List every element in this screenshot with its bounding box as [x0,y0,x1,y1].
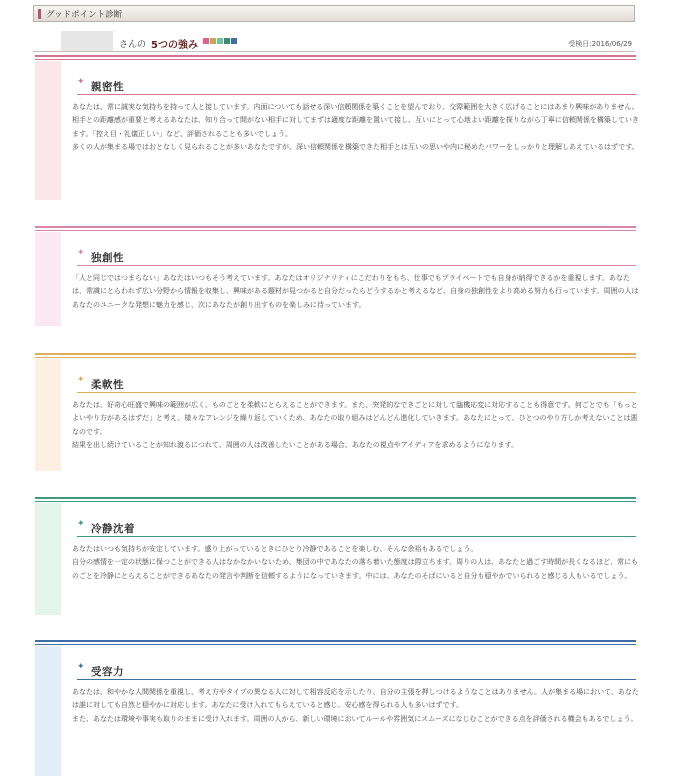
paragraph: あなたは、常に誠実な気持ちを持って人と接しています。内面についても話せる深い信頼関係を築くことを望んでおり、交際範囲を大きく広げることにはあまり興味がありません。 [72,103,639,111]
paragraph: あなたはいつも気持ちが安定しています。盛り上がっているときにひとり冷静であることを楽しむ、そんな余裕もあるでしょう。 [72,545,478,553]
section-title: 親密性 [91,81,124,93]
section-top-thin-line [35,501,636,502]
square-4 [224,38,230,44]
section-side-strip [35,503,61,615]
section-side-strip [35,359,61,471]
sparkle-icon: ✦ [77,375,85,385]
section-top-thin-line [35,59,636,60]
section-body [72,101,642,154]
section-intimacy [35,55,639,200]
section-top-thin-line [35,357,636,358]
paragraph: また、あなたは環境や事実も取りのままに受け入れます。周囲の人から、新しい環境においてルールや雰囲気にスムーズになじむことができる点を評価される機会もあるでしょう。 [72,714,638,723]
sparkle-icon: ✦ [77,519,85,529]
section-heading [77,519,636,535]
section-body [72,543,642,583]
report-header [33,31,635,51]
section-side-strip [35,232,61,326]
paragraph: 結果を出し続けていることが知れ渡るにつれて、周囲の人は改善したいことがある場合、あなたの視点やアイディアを求めるようになります。 [72,440,518,449]
section-top-line [35,55,636,57]
sparkle-icon: ✦ [77,248,85,258]
paragraph: 「人と同じではつまらない」あなたはいつもそう考えています。あなたはオリジナリティにこだわりをもち、仕事でもプライベートでも自身が納得できるかを重視します。あなたは、常識にとらわれず広い分野から情報を収集し、興味がある題材が見つかると自分だったらどうするかと考えるなど、自身の独創性をより高める努力も行っています。周囲の人はあなたのユニークな発想に魅力を感じ、次にあなたが創り出すものを楽しみに待っています。 [72,274,639,309]
section-heading [77,248,636,264]
paragraph: 多くの人が集まる場ではおとなしく見られることが多いあなたですが、深い信頼関係を構築できた相手とは互いの思いや内に秘めたパワーをしっかりと理解しあえているはずです。 [72,142,639,151]
section-top-line [35,226,636,228]
square-3 [217,38,223,44]
title-marker [38,9,41,19]
section-top-line [35,353,636,355]
section-side-strip [35,646,61,776]
section-flexibility [35,353,636,471]
heading-underline [77,265,636,266]
color-squares [203,38,237,44]
header-divider [33,51,635,52]
name-suffix: さんの [119,40,147,50]
top-title-bar [33,5,635,22]
page-title: 5つの強み [151,40,198,51]
heading-underline [77,392,636,393]
paragraph: あなたは、好奇心旺盛で興味の範囲が広く、ものごとを柔軟にとらえることができます。また、突発的なできごとに対して臨機応変に対応することも得意です。何ごとでも「もっとよいやり方があるはずだ」と考え、様々なアレンジを繰り返していくため、あなたの取り組みはどんどん進化していきます。あなたにとって、ひとつのやり方しか考えないことは悪なのです。 [72,401,638,436]
section-heading [77,375,636,391]
section-top-thin-line [35,230,636,231]
exam-date: 受検日:2016/06/29 [568,40,632,48]
section-title: 受容力 [91,666,124,678]
heading-underline [77,536,636,537]
section-body [72,272,642,312]
section-top-thin-line [35,644,636,645]
section-originality [35,226,639,326]
paragraph: あなたは、和やかな人間関係を重視し、考え方やタイプの異なる人に対して相容反応を示したり、自分の主張を押しつけるようなことはありません。人が集まる場において、あなたは誰に対しても自然と穏やかに対応します。あなたに受け入れてもらえていると感じ、安心感を得られる人も多いはずです。 [72,688,639,710]
section-top-line [35,640,636,642]
section-body [72,399,642,452]
section-side-strip [35,61,61,200]
section-receptiveness [35,640,639,776]
heading-underline [77,94,636,95]
sparkle-icon: ✦ [77,77,85,87]
section-title: 独創性 [91,252,124,264]
heading-underline [77,679,636,680]
paragraph: 自分の感情を一定の状態に保つことができる人はなかなかいないため、集団の中であなたの落ち着いた態度は際立ちます。周りの人は、あなたと過ごす時間が長くなるほど、常にものごとを冷静にとらえることができるあなたの発言や判断を信頼するようになっていきます。中には、あなたのそばにいると自分も穏やかでいられると感じる人もいるでしょう。 [72,558,639,580]
section-top-line [35,497,636,499]
section-composure [35,497,639,615]
section-heading [77,77,636,93]
square-2 [210,38,216,44]
section-body [72,686,642,726]
section-title: 冷静沈着 [91,523,135,535]
top-title: グッドポイント診断 [46,9,123,20]
square-5 [231,38,237,44]
section-title: 柔軟性 [91,379,124,391]
square-1 [203,38,209,44]
sparkle-icon: ✦ [77,662,85,672]
section-heading [77,662,636,678]
paragraph: 相手との距離感が重要と考えるあなたは、知り合って間がない相手に対してまずは適度な距離を置いて接し、互いにとって心地よい距離を探りながら丁寧に信頼関係を構築していきます。「控え目・礼儀正しい」など、評価されることも多いでしょう。 [72,116,639,138]
redacted-name [61,31,113,51]
